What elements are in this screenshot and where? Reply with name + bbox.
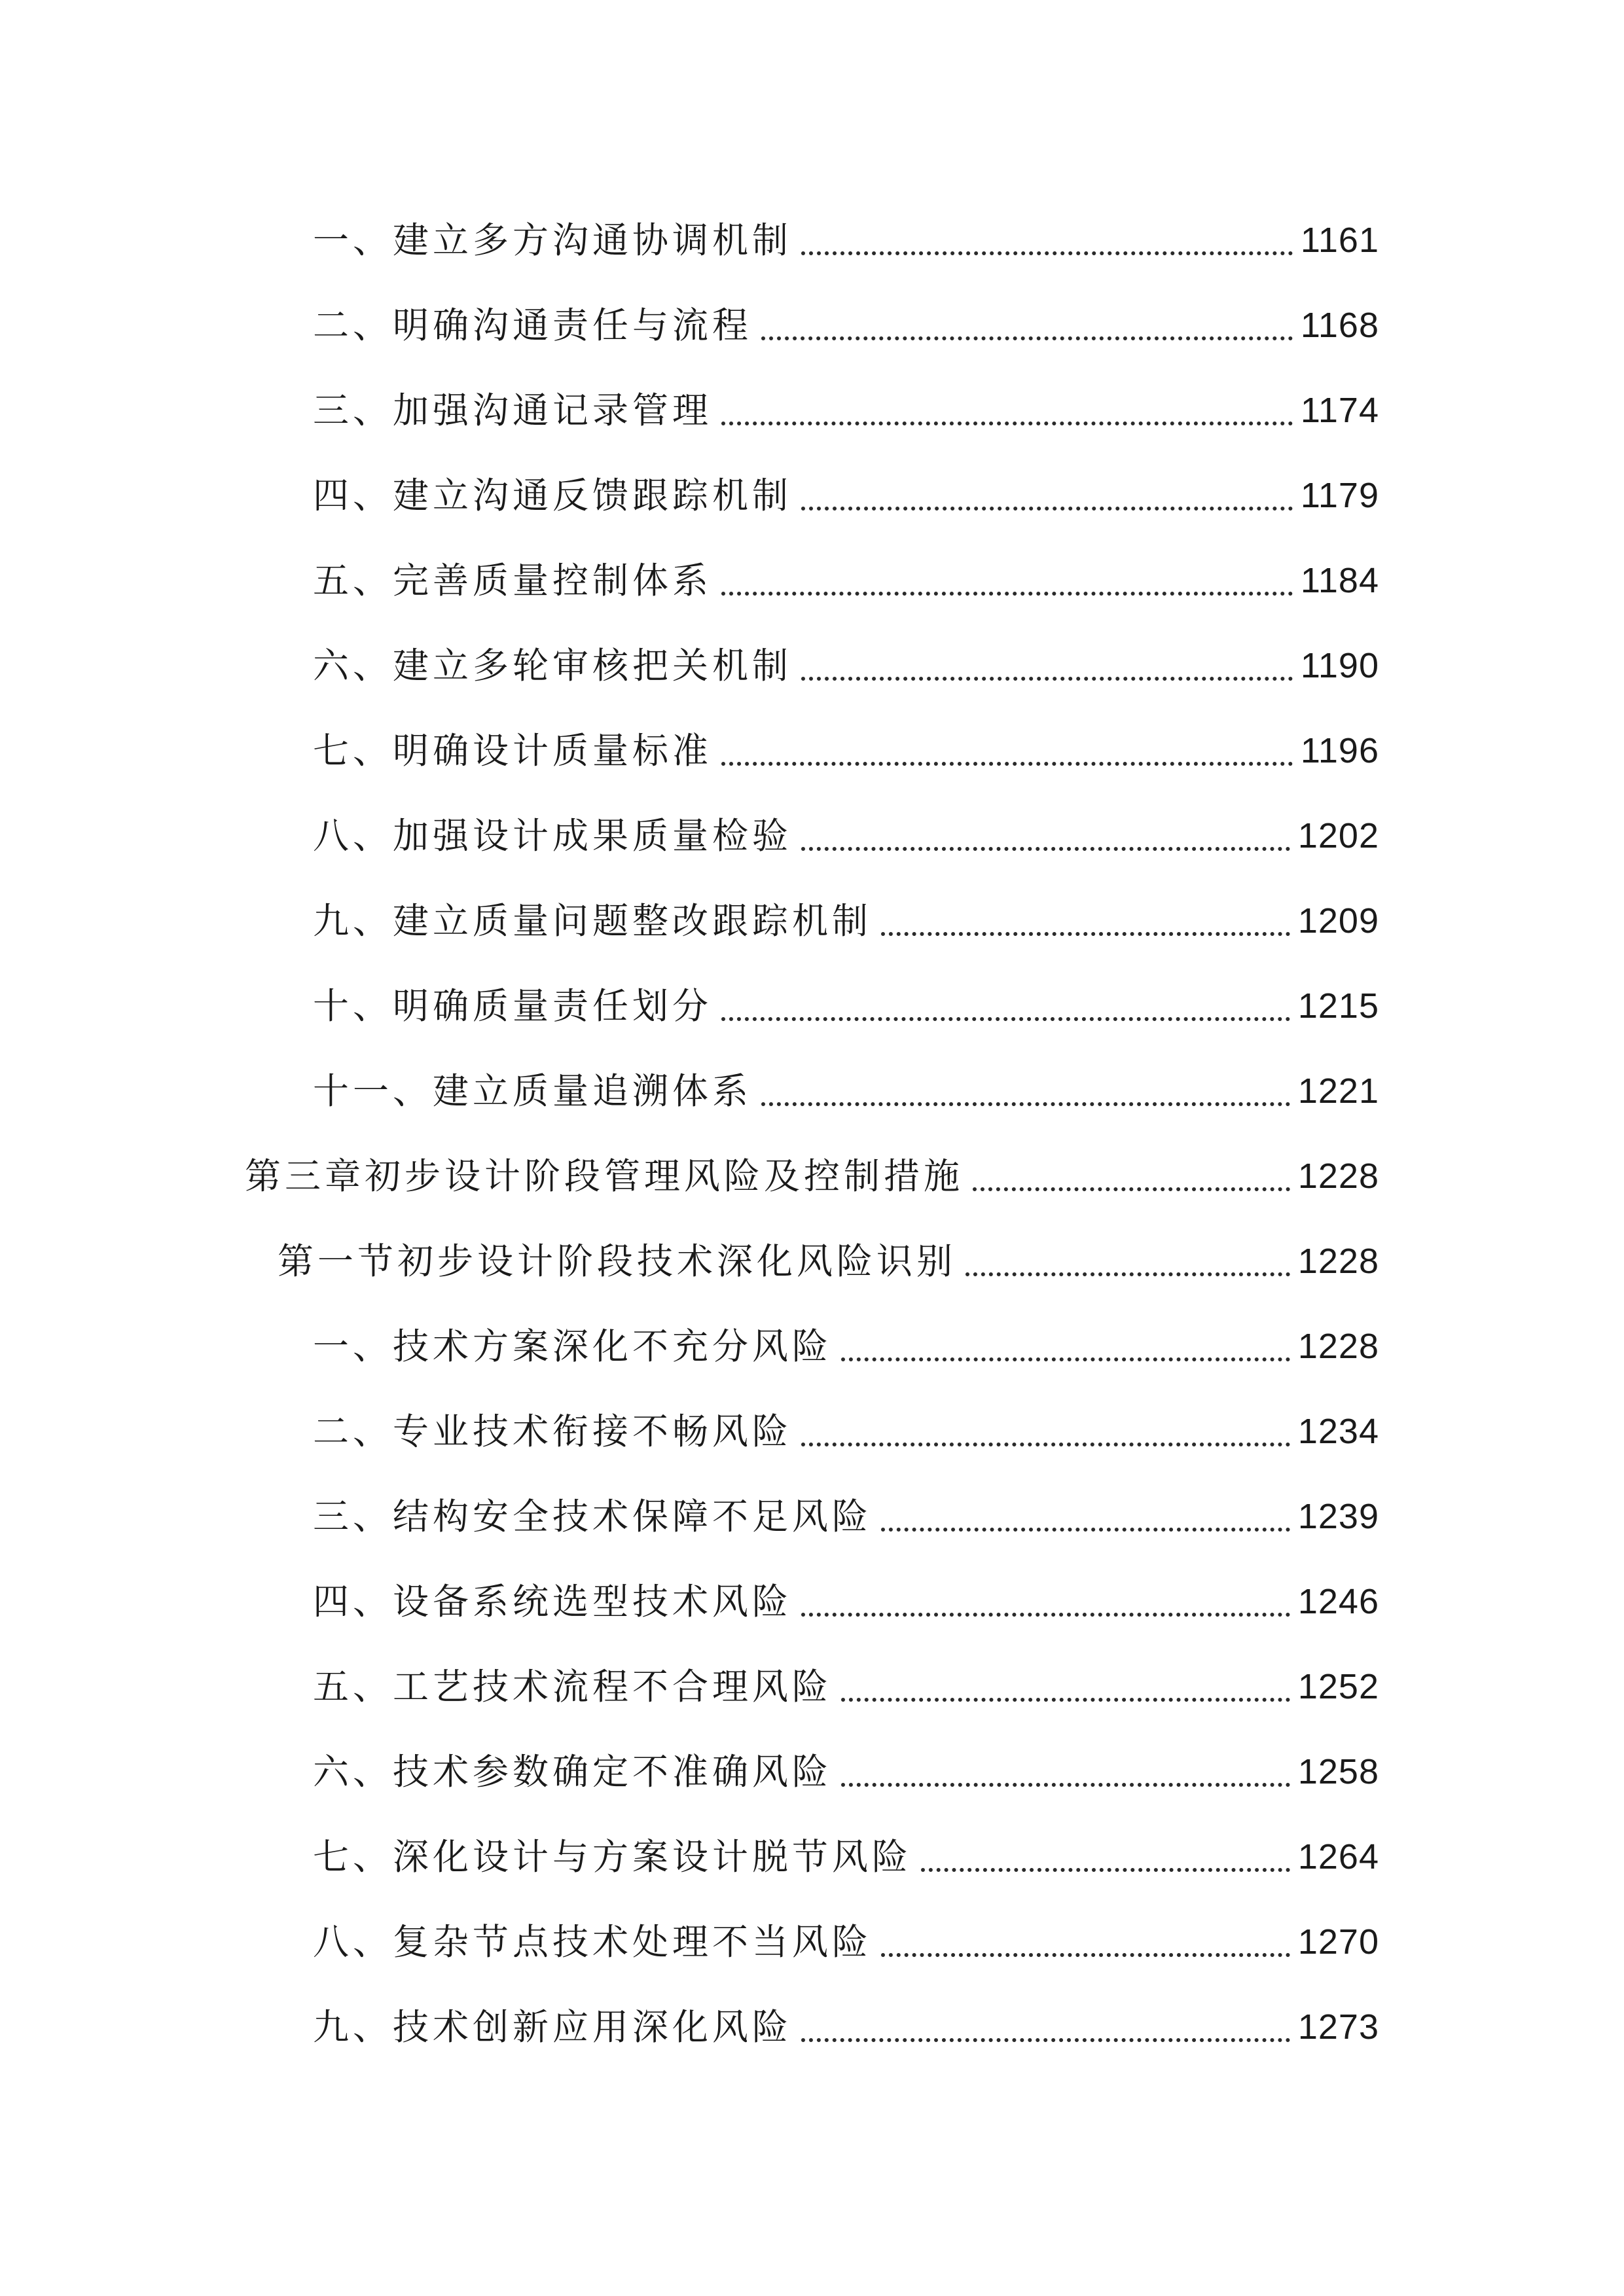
toc-entry-title: 五、完善质量控制体系 xyxy=(313,560,713,601)
toc-entry-title: 四、设备系统选型技术风险 xyxy=(313,1581,793,1623)
toc-entry-title: 二、明确沟通责任与流程 xyxy=(313,304,753,346)
toc-entry[interactable] xyxy=(313,977,1379,1035)
toc-entry[interactable] xyxy=(313,891,1379,950)
dot-leader xyxy=(841,1783,1290,1787)
toc-entry-page: 1196 xyxy=(1300,731,1379,770)
toc-entry-title: 八、复杂节点技术处理不当风险 xyxy=(313,1921,873,1963)
dot-leader xyxy=(761,1102,1290,1106)
toc-entry[interactable] xyxy=(313,211,1379,270)
dot-leader xyxy=(801,2038,1290,2042)
toc-entry-title: 四、建立沟通反馈跟踪机制 xyxy=(313,475,793,516)
toc-entry-page: 1258 xyxy=(1297,1752,1379,1791)
toc-entry-page: 1239 xyxy=(1297,1497,1379,1536)
toc-entry-page: 1234 xyxy=(1297,1412,1379,1451)
dot-leader xyxy=(801,251,1293,255)
toc-entry[interactable] xyxy=(313,1827,1379,1886)
toc-entry-page: 1228 xyxy=(1297,1242,1379,1281)
dot-leader xyxy=(801,677,1293,681)
dot-leader xyxy=(841,1698,1290,1702)
toc-entry-page: 1190 xyxy=(1300,646,1379,685)
toc-entry-page: 1273 xyxy=(1297,2007,1379,2047)
dot-leader xyxy=(881,932,1290,936)
toc-entry-page: 1228 xyxy=(1297,1157,1379,1196)
toc-entry-title: 一、建立多方沟通协调机制 xyxy=(313,219,793,261)
dot-leader xyxy=(721,422,1293,425)
dot-leader xyxy=(965,1272,1290,1276)
dot-leader xyxy=(801,507,1293,511)
toc-entry[interactable] xyxy=(313,296,1379,355)
toc-entry-page: 1252 xyxy=(1297,1667,1379,1706)
dot-leader xyxy=(881,1528,1290,1532)
toc-entry-title: 三、结构安全技术保障不足风险 xyxy=(313,1496,873,1537)
dot-leader xyxy=(761,336,1293,340)
toc-entry[interactable] xyxy=(313,381,1379,440)
toc-entry[interactable] xyxy=(313,1317,1379,1376)
toc-entry-page: 1184 xyxy=(1300,561,1379,600)
dot-leader xyxy=(721,762,1293,766)
toc-entry[interactable] xyxy=(313,1572,1379,1631)
toc-entry-title: 七、明确设计质量标准 xyxy=(313,730,713,772)
toc-entry-page: 1209 xyxy=(1297,901,1379,941)
toc-entry-page: 1161 xyxy=(1300,221,1379,260)
dot-leader xyxy=(973,1187,1290,1191)
dot-leader xyxy=(801,1443,1290,1446)
toc-entry[interactable] xyxy=(313,1998,1379,2056)
toc-entry-page: 1174 xyxy=(1300,391,1379,430)
toc-entry[interactable] xyxy=(313,636,1379,695)
toc-entry-page: 1179 xyxy=(1300,476,1379,515)
toc-section-entry[interactable] xyxy=(278,1232,1379,1291)
toc-entry[interactable] xyxy=(313,1657,1379,1716)
toc-entry[interactable] xyxy=(313,1062,1379,1121)
toc-entry-title: 十一、建立质量追溯体系 xyxy=(313,1070,753,1112)
toc-entry[interactable] xyxy=(313,1487,1379,1546)
toc-entry[interactable] xyxy=(313,1742,1379,1801)
dot-leader xyxy=(801,1613,1290,1617)
toc-entry-page: 1264 xyxy=(1297,1837,1379,1876)
toc-entry-title: 九、技术创新应用深化风险 xyxy=(313,2006,793,2048)
dot-leader xyxy=(801,847,1290,851)
toc-entry[interactable] xyxy=(313,466,1379,525)
toc-entry-title: 五、工艺技术流程不合理风险 xyxy=(313,1666,833,1708)
toc-chapter-entry[interactable] xyxy=(245,1147,1379,1206)
toc-entry-page: 1221 xyxy=(1297,1071,1379,1111)
toc-entry[interactable] xyxy=(313,721,1379,780)
toc-entry-title: 一、技术方案深化不充分风险 xyxy=(313,1325,833,1367)
toc-entry-title: 十、明确质量责任划分 xyxy=(313,985,713,1027)
toc-entry-title: 三、加强沟通记录管理 xyxy=(313,389,713,431)
dot-leader xyxy=(721,592,1293,596)
toc-entry[interactable] xyxy=(313,1402,1379,1461)
toc-entry-title: 八、加强设计成果质量检验 xyxy=(313,815,793,857)
dot-leader xyxy=(841,1357,1290,1361)
toc-entry[interactable] xyxy=(313,1912,1379,1971)
toc-entry-page: 1228 xyxy=(1297,1327,1379,1366)
toc-entry-title: 九、建立质量问题整改跟踪机制 xyxy=(313,900,873,942)
toc-entry-title: 二、专业技术衔接不畅风险 xyxy=(313,1410,793,1452)
toc-entry-page: 1202 xyxy=(1297,816,1379,855)
toc-entry-title: 七、深化设计与方案设计脱节风险 xyxy=(313,1836,912,1878)
toc-entry[interactable] xyxy=(313,551,1379,610)
dot-leader xyxy=(721,1017,1290,1021)
toc-entry[interactable] xyxy=(313,806,1379,865)
toc-entry-title: 六、技术参数确定不准确风险 xyxy=(313,1751,833,1793)
dot-leader xyxy=(921,1868,1290,1872)
toc-entry-page: 1246 xyxy=(1297,1582,1379,1621)
toc-entry-title: 六、建立多轮审核把关机制 xyxy=(313,645,793,687)
toc-entry-page: 1270 xyxy=(1297,1922,1379,1962)
toc-entry-title: 第一节初步设计阶段技术深化风险识别 xyxy=(278,1240,957,1282)
toc-entry-title: 第三章初步设计阶段管理风险及控制措施 xyxy=(245,1155,964,1197)
toc-entry-page: 1215 xyxy=(1297,986,1379,1026)
toc-entry-page: 1168 xyxy=(1300,306,1379,345)
dot-leader xyxy=(881,1953,1290,1957)
